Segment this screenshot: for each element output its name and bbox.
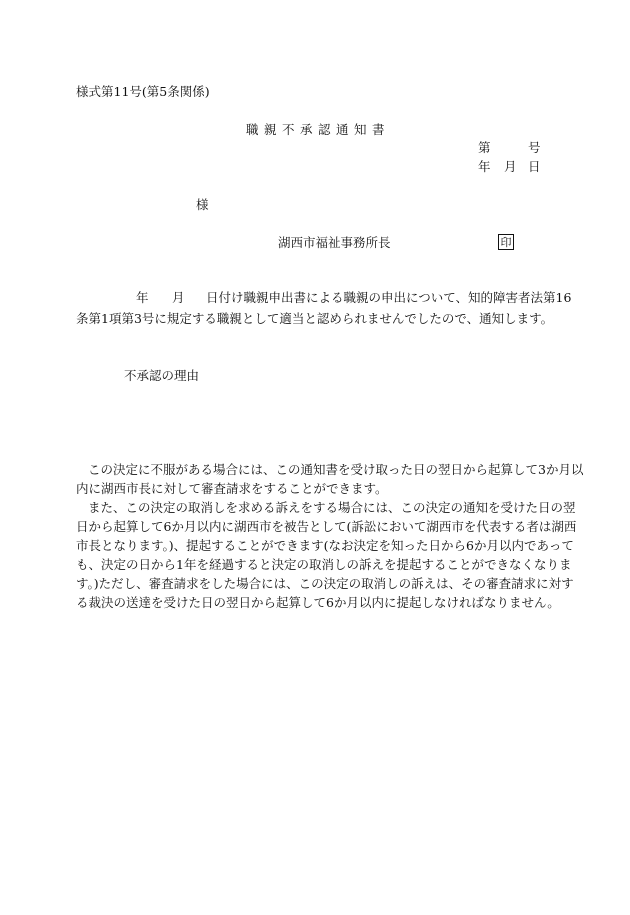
notice-line-2: 条第1項第3号に規定する職親として適当と認められませんでしたので、通知します。 (76, 311, 554, 326)
appeal-paragraph-1-line-2: 内に湖西市長に対して審査請求をすることができます。 (76, 481, 388, 496)
date-day-label: 日 (528, 159, 541, 174)
notice-month-label: 月 (172, 290, 185, 305)
date-month-label: 月 (504, 159, 517, 174)
appeal-paragraph-1-line-1: この決定に不服がある場合には、この通知書を受け取った日の翌日から起算して3か月以 (88, 462, 584, 477)
notice-year-label: 年 (136, 290, 149, 305)
appeal-paragraph-2-line-2: 日から起算して6か月以内に湖西市を被告として(訴訟において湖西市を代表する者は湖西 (76, 519, 577, 534)
date-year-label: 年 (478, 159, 491, 174)
document-number-label: 第 (478, 140, 491, 155)
notice-text-1: 日付け職親申出書による職親の申出について、知的障害者法第16 (206, 290, 572, 305)
issuer-name: 湖西市福祉事務所長 (278, 235, 391, 250)
seal-mark: 印 (498, 234, 514, 250)
reason-label: 不承認の理由 (124, 368, 200, 383)
addressee-suffix: 様 (196, 197, 209, 212)
appeal-paragraph-2-line-5: す。)ただし、審査請求をした場合には、この決定の取消しの訴えは、その審査請求に対す (76, 576, 574, 591)
appeal-paragraph-2-line-6: る裁決の送達を受けた日の翌日から起算して6か月以内に提起しなければなりません。 (76, 595, 560, 610)
form-number: 様式第11号(第5条関係) (76, 84, 210, 99)
appeal-paragraph-2-line-1: また、この決定の取消しを求める訴えをする場合には、この決定の通知を受けた日の翌 (88, 500, 576, 515)
appeal-paragraph-2-line-3: 市長となります。)、提起することができます(なお決定を知った日から6か月以内であって (76, 538, 574, 553)
document-number-suffix: 号 (528, 140, 541, 155)
document-title: 職親不承認通知書 (246, 122, 391, 137)
appeal-paragraph-2-line-4: も、決定の日から1年を経過すると決定の取消しの訴えを提起することができなくなりま (76, 557, 572, 572)
